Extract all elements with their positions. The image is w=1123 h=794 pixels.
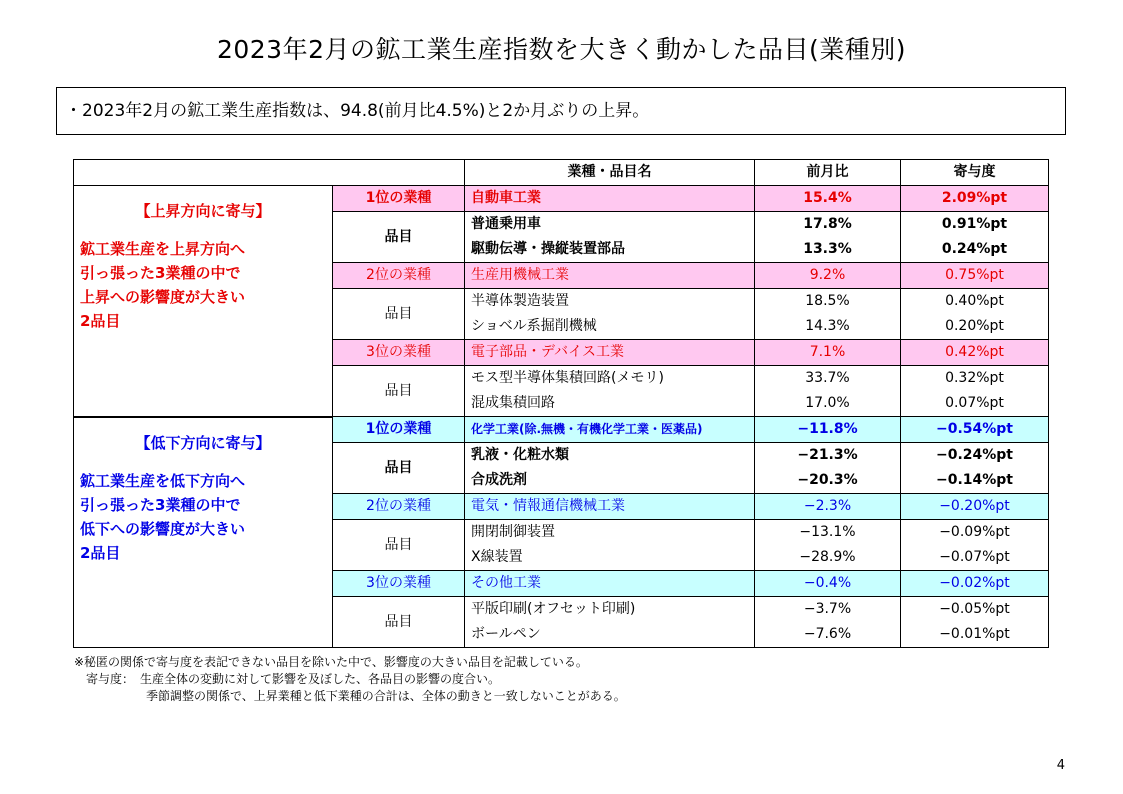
mom-value: −13.1%: [755, 520, 901, 546]
contrib-value: −0.24%pt: [935, 447, 1013, 463]
header-blank: [74, 160, 465, 186]
item-name: ショベル系掘削機械: [465, 314, 755, 340]
mom-value: 15.4%: [755, 186, 901, 212]
rank-label: 2位の業種: [333, 263, 465, 289]
contrib-value: −0.14%pt: [935, 472, 1013, 488]
industry-name: 電気・情報通信機械工業: [465, 494, 755, 520]
item-name: X線装置: [465, 545, 755, 571]
contrib-value: −0.07%pt: [939, 549, 1010, 565]
item-label: 品目: [333, 597, 465, 648]
industry-name: その他工業: [465, 571, 755, 597]
header-item: 業種・品目名: [465, 160, 755, 186]
item-name: 普通乗用車: [465, 212, 755, 238]
header-mom: 前月比: [755, 160, 901, 186]
mom-value: 7.1%: [755, 340, 901, 366]
contribution-table: [73, 159, 1049, 648]
rank-label: 1位の業種: [333, 186, 465, 212]
mom-value: −2.3%: [755, 494, 901, 520]
summary-box: ・2023年2月の鉱工業生産指数は、94.8(前月比4.5%)と2か月ぶりの上昇。: [56, 87, 1066, 135]
down-description: [74, 417, 333, 648]
page-number: 4: [1056, 758, 1065, 773]
item-name: モス型半導体集積回路(メモリ): [465, 366, 755, 392]
footnotes: [74, 654, 626, 705]
contrib-value: −0.01%pt: [939, 626, 1010, 642]
footnote-line: 寄与度： 生産全体の変動に対して影響を及ぼした、各品目の影響の度合い。: [74, 672, 501, 686]
item-name: 平版印刷(オフセット印刷): [465, 597, 755, 623]
item-name: ボールペン: [465, 622, 755, 648]
industry-name: 電子部品・デバイス工業: [465, 340, 755, 366]
down-desc-text: 鉱工業生産を低下方向へ 引っ張った3業種の中で 低下への影響度が大きい 2品目: [80, 471, 246, 562]
mom-value: −28.9%: [755, 545, 901, 571]
table-header-row: [74, 160, 1049, 186]
item-label: 品目: [333, 212, 465, 263]
item-name: 合成洗剤: [465, 468, 755, 494]
item-label: 品目: [333, 443, 465, 494]
item-label: 品目: [333, 366, 465, 417]
industry-name: 自動車工業: [465, 186, 755, 212]
item-name: 混成集積回路: [465, 391, 755, 417]
mom-value: 9.2%: [755, 263, 901, 289]
rank-label: 2位の業種: [333, 494, 465, 520]
mom-value: −21.3%: [755, 443, 901, 469]
item-label: 品目: [333, 289, 465, 340]
item-name: 半導体製造装置: [465, 289, 755, 315]
up-rank1-row: [74, 186, 1049, 212]
contrib-value: −0.54%pt: [901, 417, 1049, 443]
page-title: 2023年2月の鉱工業生産指数を大きく動かした品目(業種別): [216, 35, 907, 64]
rank-label: 3位の業種: [333, 340, 465, 366]
mom-value: −3.7%: [755, 597, 901, 623]
mom-value: −0.4%: [755, 571, 901, 597]
up-desc-text: 鉱工業生産を上昇方向へ 引っ張った3業種の中で 上昇への影響度が大きい 2品目: [80, 240, 246, 330]
down-heading: 【低下方向に寄与】: [135, 433, 271, 452]
contrib-value: 0.20%pt: [945, 318, 1004, 334]
mom-value: 33.7%: [755, 366, 901, 392]
header-contrib: 寄与度: [901, 160, 1049, 186]
rank-label: 1位の業種: [333, 417, 465, 443]
industry-name: 生産用機械工業: [465, 263, 755, 289]
contrib-value: 0.32%pt: [945, 370, 1004, 386]
mom-value: 14.3%: [755, 314, 901, 340]
contrib-value: 0.24%pt: [941, 241, 1008, 257]
contrib-value: −0.09%pt: [939, 524, 1010, 540]
footnote-line: ※秘匿の関係で寄与度を表記できない品目を除いた中で、影響度の大きい品目を記載している。: [74, 655, 588, 669]
mom-value: −11.8%: [755, 417, 901, 443]
contrib-value: 0.40%pt: [945, 293, 1004, 309]
contrib-value: −0.02%pt: [901, 571, 1049, 597]
mom-value: −7.6%: [755, 622, 901, 648]
rank-label: 3位の業種: [333, 571, 465, 597]
up-heading: 【上昇方向に寄与】: [135, 202, 271, 220]
up-description: [74, 186, 333, 417]
mom-value: −20.3%: [755, 468, 901, 494]
mom-value: 13.3%: [755, 237, 901, 263]
item-name: 乳液・化粧水類: [465, 443, 755, 469]
contrib-value: −0.20%pt: [901, 494, 1049, 520]
industry-name: 化学工業(除.無機・有機化学工業・医薬品): [465, 417, 755, 443]
item-label: 品目: [333, 520, 465, 571]
mom-value: 18.5%: [755, 289, 901, 315]
contrib-value: 2.09%pt: [901, 186, 1049, 212]
item-name: 開閉制御装置: [465, 520, 755, 546]
contrib-value: 0.07%pt: [945, 395, 1004, 411]
footnote-line: 季節調整の関係で、上昇業種と低下業種の合計は、全体の動きと一致しないことがある。: [74, 689, 626, 703]
down-rank1-row: [74, 417, 1049, 443]
contrib-value: −0.05%pt: [939, 601, 1010, 617]
mom-value: 17.8%: [755, 212, 901, 238]
item-name: 駆動伝導・操縦装置部品: [465, 237, 755, 263]
contrib-value: 0.42%pt: [901, 340, 1049, 366]
mom-value: 17.0%: [755, 391, 901, 417]
contrib-value: 0.75%pt: [901, 263, 1049, 289]
contrib-value: 0.91%pt: [941, 216, 1008, 232]
